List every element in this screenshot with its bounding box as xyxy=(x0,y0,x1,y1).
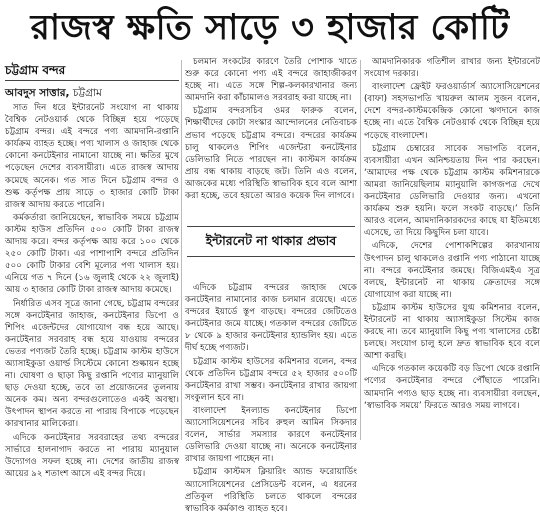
byline-name: আবদুস সাত্তার, xyxy=(5,87,70,99)
headline: রাজস্ব ক্ষতি সাড়ে ৩ হাজার কোটি xyxy=(30,8,510,48)
subheading-rule-bottom xyxy=(187,256,355,257)
paragraph: চলমান সংকটের কারণে তৈরি পোশাক খাতে শুরু করে কোনো পণ্য এই বন্দরে জাহাজীকরণ হচ্ছে না। এতে সঙ্গে শিল্প-কলকারখানার জন্য আমদানি করা কাঁচামালও সরবরাহ করা যাচ্ছে না। xyxy=(185,57,357,104)
paragraph: নির্ধারিত এসব সূত্রে জানা গেছে, চট্টগ্রাম বন্দরের সঙ্গে কনটেইনার জাহাজ, কনটেইনার ডিপো ও শিপিং এজেন্টদের যোগাযোগ বন্ধ হয়ে আছে। কনটেইনার সরবরাহ বন্ধ হয়ে যাওয়ায় বন্দরের ভেতর পণ্যজট তৈরি হচ্ছে। চট্টগ্রাম কাস্টম হাউসে অ্যাসাইকুডা ওয়ার্ল্ড সিস্টেমে কোনো শুল্কায়ন হচ্ছে না। ঘোষণা ও ছাড়া কিছু রপ্তানি পণ্যের ম্যানুয়ালি ছাড় দেওয়া হচ্ছে, তবে তা প্রয়োজনের তুলনায় অনেক কম। অন্য বন্দরগুলোতেও একই অবস্থা। উৎপাদন স্থাপন করতে না পারায় বিপাকে পড়েছেন কারখানার মালিকেরা। xyxy=(5,298,179,430)
paragraph: চট্টগ্রাম চেম্বারের সাবেক সভাপতি বলেন, ব্যবসায়ীরা এখন অনিশ্চয়তায় দিন পার করছেন। ‘আমাদের পক্ষ থেকে চট্টগ্রাম কাস্টম কমিশনারকে আমরা জানিয়েছিলাম ম্যানুয়ালি কাগজপত্র দেখে কনটেইনার ডেলিভারি দেওয়ার জন্য। এখনো কার্যক্রম শুরু হয়নি। ফলে সংকট বাড়ছে।’ তিনি আরও বলেন, আমদানিকারকদের কাছে যা ইতিমধ্যে এসেছে, তা দিয়ে কিছুদিন চলা যাবে। xyxy=(364,143,540,239)
paragraph: এদিকে কনটেইনার সরবরাহের তথ্য বন্দরের সার্ভারে হালনাগাদ করতে না পারায় ম্যানুয়াল উদ্যোগও সফল হচ্ছে না। দেশের জাতীয় রাজস্ব আয়ের ৯২ শতাংশ আসে এই বন্দর দিয়ে। xyxy=(5,432,179,479)
section-kicker: চট্টগ্রাম বন্দর xyxy=(5,63,66,77)
column-2-bottom xyxy=(185,282,357,514)
paragraph: চট্টগ্রাম কাস্টমস ক্লিয়ারিং অ্যান্ড ফরোয়ার্ডিং অ্যাসোসিয়েশনের প্রেসিডেন্ট বলেন, এ ধরনের প্রতিকূল পরিস্থিতি চলতে থাকলে বন্দরের স্বাভাবিক কর্মকাণ্ড ব্যাহত হবে। xyxy=(185,467,357,514)
paragraph: আমদানিকারক গতিশীল রাখার জন্য ইন্টারনেট সংযোগ দরকার। xyxy=(364,57,540,80)
column-divider xyxy=(181,60,182,440)
subheading-rule-top xyxy=(187,226,355,227)
byline xyxy=(5,86,102,103)
paragraph: কর্মকর্তারা জানিয়েছেন, স্বাভাবিক সময়ে চট্টগ্রাম কাস্টম হাউস প্রতিদিন ৫০০ কোটি টাকা রাজস্ব আদায় করে। বন্দর কর্তৃপক্ষ আয় করে ১০০ থেকে ২৫০ কোটি টাকা। এর পাশাপাশি বন্দরে প্রতিদিন ৫০০ কোটি টাকার বেশি মূল্যের পণ্য খালাস হয়। এনিয়ে গত ৭ দিনে (১৬ জুলাই থেকে ২২ জুলাই) আয় ৩ হাজার কোটি টাকা রাজস্ব আদায় কমেছে। xyxy=(5,212,179,296)
column-2-top xyxy=(185,56,357,242)
paragraph: এদিকে গতকাল কয়েকটি বড় ডিপো থেকে রপ্তানি পণ্যের কনটেইনার বন্দরে পৌঁছাতে পারেনি। আমদানি পণ্যও ছাড় হচ্ছে না। ব্যবসায়ীরা বলছেন, ‘স্বাভাবিক সময়ে’ ফিরতে আরও সময় লাগবে। xyxy=(364,364,540,411)
paragraph: বাংলাদেশ ফ্রেইট ফরওয়ার্ডার্স অ্যাসোসিয়েশনের (বাফা) সহসভাপতি খায়রুল আলম সুজন বলেন, দেশে বন্দর-কাস্টমকেন্দ্রিক কোনো ঋণদানে কাজ হচ্ছে না। এতে বৈশ্বিক নেটওয়ার্ক থেকে বিচ্ছিন্ন হয়ে পড়েছে বাংলাদেশ। xyxy=(364,82,540,141)
column-3 xyxy=(364,20,540,440)
paragraph: এদিকে, দেশের পোশাকশিল্পের কারখানায় উৎপাদন চালু থাকলেও রপ্তানি পণ্য পাঠানো যাচ্ছে না। বন্দরে কনটেইনার জমছে। বিজিএমইএ সূত্র বলছে, ইন্টারনেট না থাকায় ক্রেতাদের সঙ্গে যোগাযোগ করা যাচ্ছে না। xyxy=(364,241,540,300)
paragraph: সাত দিন ধরে ইন্টারনেট সংযোগ না থাকায় বৈশ্বিক নেটওয়ার্ক থেকে বিচ্ছিন্ন হয়ে পড়েছে চট্টগ্রাম বন্দর। এই বন্দরে পণ্য আমদানি-রপ্তানি কার্যক্রম ব্যাহত হচ্ছে। পণ্য খালাস ও জাহাজ থেকে কোনো কনটেইনার নামানো যাচ্ছে না। ক্ষতির মুখে পড়েছেন দেশের ব্যবসায়ীরা। এতে রাজস্ব আদায় কমেছে অনেক। গত সাত দিনে চট্টগ্রাম বন্দর ও শুল্ক কর্তৃপক্ষ প্রায় সাড়ে ৩ হাজার কোটি টাকা রাজস্ব আদায় করতে পারেনি। xyxy=(5,103,179,210)
column-3-body xyxy=(364,56,540,440)
byline-place: চট্টগ্রাম xyxy=(69,87,102,99)
kicker-divider xyxy=(5,80,179,81)
column-divider xyxy=(360,60,361,440)
paragraph: বাংলাদেশ ইনল্যান্ড কনটেইনার ডিপো অ্যাসোসিয়েশনের সচিব রুহুল আমিন সিকদার বলেন, সার্ভার সমস্যার কারণে কনটেইনার ডেলিভারি দেওয়া যাচ্ছে না। অনেকে কনটেইনার রাখার জায়গা পাচ্ছেন না। xyxy=(185,405,357,465)
paragraph: চট্টগ্রাম কাস্টম হাউসের যুগ্ম কমিশনার বলেন, ইন্টারনেট না থাকায় অ্যাসাইকুডা সিস্টেম কাজ করছে না। তবে ম্যানুয়ালি কিছু পণ্য খালাসের চেষ্টা চলছে। সংযোগ চালু হলে দ্রুত স্বাভাবিক হবে বলে আশা করছি। xyxy=(364,302,540,362)
paragraph: চট্টগ্রাম কাস্টম হাউসের কমিশনার বলেন, বন্দর থেকে প্রতিদিন চট্টগ্রাম বন্দরে ৫২ হাজার ৫০০টি কনটেইনার রাখা সম্ভব। কনটেইনার রাখার জায়গা সংকুলান হবে না। xyxy=(185,356,357,403)
paragraph: চট্টগ্রাম বন্দরসচিব ওমর ফারুক বলেন, শিক্ষার্থীদের কোটা সংস্কার আন্দোলনের নেতিবাচক প্রভাব পড়েছে চট্টগ্রাম বন্দরে। বন্দরের কার্যক্রম চালু থাকলেও শিপিং এজেন্টরা কনটেইনার ডেলিভারি নিতে পারছেন না। কাস্টমস কার্যক্রম প্রায় বন্ধ থাকায় বাড়ছে জট। তিনি এও বলেন, আজকের মধ্যে পরিস্থিতি স্বাভাবিক হবে বলে আশা করা হচ্ছে, তবে হয়তো আরও কয়েক দিন লাগবে। xyxy=(185,106,357,202)
paragraph: এদিকে চট্টগ্রাম বন্দরের জাহাজ থেকে কনটেইনার নামানোর কাজ চলমান রয়েছে। এতে বন্দরের ইয়ার্ডে স্তূপ বাড়ছে। বন্দরের জেটিতেও কনটেইনার জমে যাচ্ছে। গতকাল বন্দরের জেটিতে ৮ থেকে ৯ হাজার কনটেইনার হ্যান্ডলিং হয়। এতে দীর্ঘ হচ্ছে পণ্যজট। xyxy=(185,283,357,354)
column-1 xyxy=(5,102,179,479)
subheading: ইন্টারনেট না থাকার প্রভাব xyxy=(205,233,337,248)
